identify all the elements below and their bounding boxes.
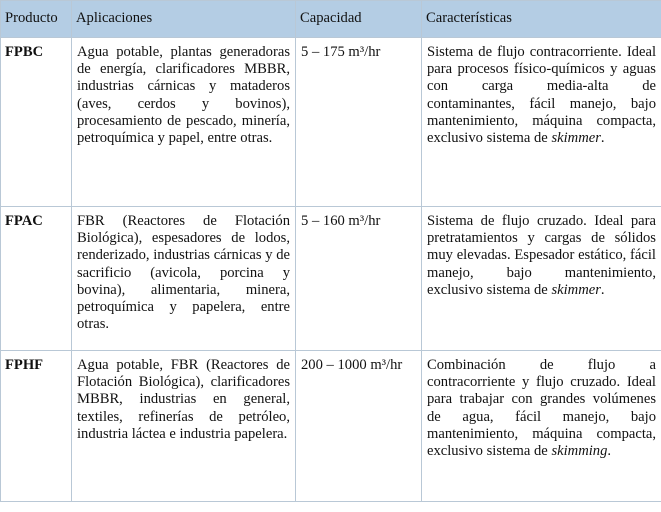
features-term: skimmer xyxy=(551,130,601,147)
features-end: . xyxy=(607,443,612,460)
capacity-cell: 200 – 1000 m³/hr xyxy=(296,351,422,502)
features-end: . xyxy=(600,281,605,298)
applications-cell: Agua potable, plantas generadoras de energía, clarificadores MBBR, industrias cárnicas y mataderos (aves, cerdos y bovinos), procesamiento de pescado, minería, petroquímica y papel, entre otras. xyxy=(72,38,296,207)
product-name: FPAC xyxy=(1,207,72,351)
header-row xyxy=(1,1,661,38)
table-row xyxy=(1,207,661,351)
features-cell xyxy=(422,207,661,351)
features-cell xyxy=(422,38,661,207)
header-caracteristicas: Características xyxy=(422,1,661,38)
features-text: Combinación de flujo a contracorriente y flujo cruzado. Ideal para trabajar con grandes volúmenes de agua, fácil manejo, bajo mantenimiento, máquina compacta, exclusivo sistema de xyxy=(427,357,656,460)
applications-cell: Agua potable, FBR (Reactores de Flotación Biológica), clarificadores MBBR, industrias en general, textiles, refinerías de petróleo, industria láctea e industria papelera. xyxy=(72,351,296,502)
features-term: skimming xyxy=(551,443,608,460)
product-name: FPHF xyxy=(1,351,72,502)
header-producto: Producto xyxy=(1,1,72,38)
capacity-cell: 5 – 175 m³/hr xyxy=(296,38,422,207)
features-term: skimmer xyxy=(551,281,601,298)
features-text: Sistema de flujo contracorriente. Ideal para procesos físico-químicos y aguas con carga media-alta de contaminantes, fácil manejo, bajo mantenimiento, máquina compacta, exclusivo sistema de xyxy=(427,44,656,147)
features-text: Sistema de flujo cruzado. Ideal para pretratamientos y cargas de sólidos muy elevadas. Espesador estático, fácil manejo, bajo mantenimiento, exclusivo sistema de xyxy=(427,213,656,298)
applications-cell: FBR (Reactores de Flotación Biológica), espesadores de lodos, renderizado, industrias cárnicas y de sacrificio (avicola, porcina y bovina), alimentaria, minera, petroquímica y papelera, entre otras. xyxy=(72,207,296,351)
features-cell xyxy=(422,351,661,502)
header-aplicaciones: Aplicaciones xyxy=(72,1,296,38)
table-row xyxy=(1,38,661,207)
features-end: . xyxy=(600,130,605,147)
product-name: FPBC xyxy=(1,38,72,207)
capacity-cell: 5 – 160 m³/hr xyxy=(296,207,422,351)
table-row xyxy=(1,351,661,502)
header-capacidad: Capacidad xyxy=(296,1,422,38)
